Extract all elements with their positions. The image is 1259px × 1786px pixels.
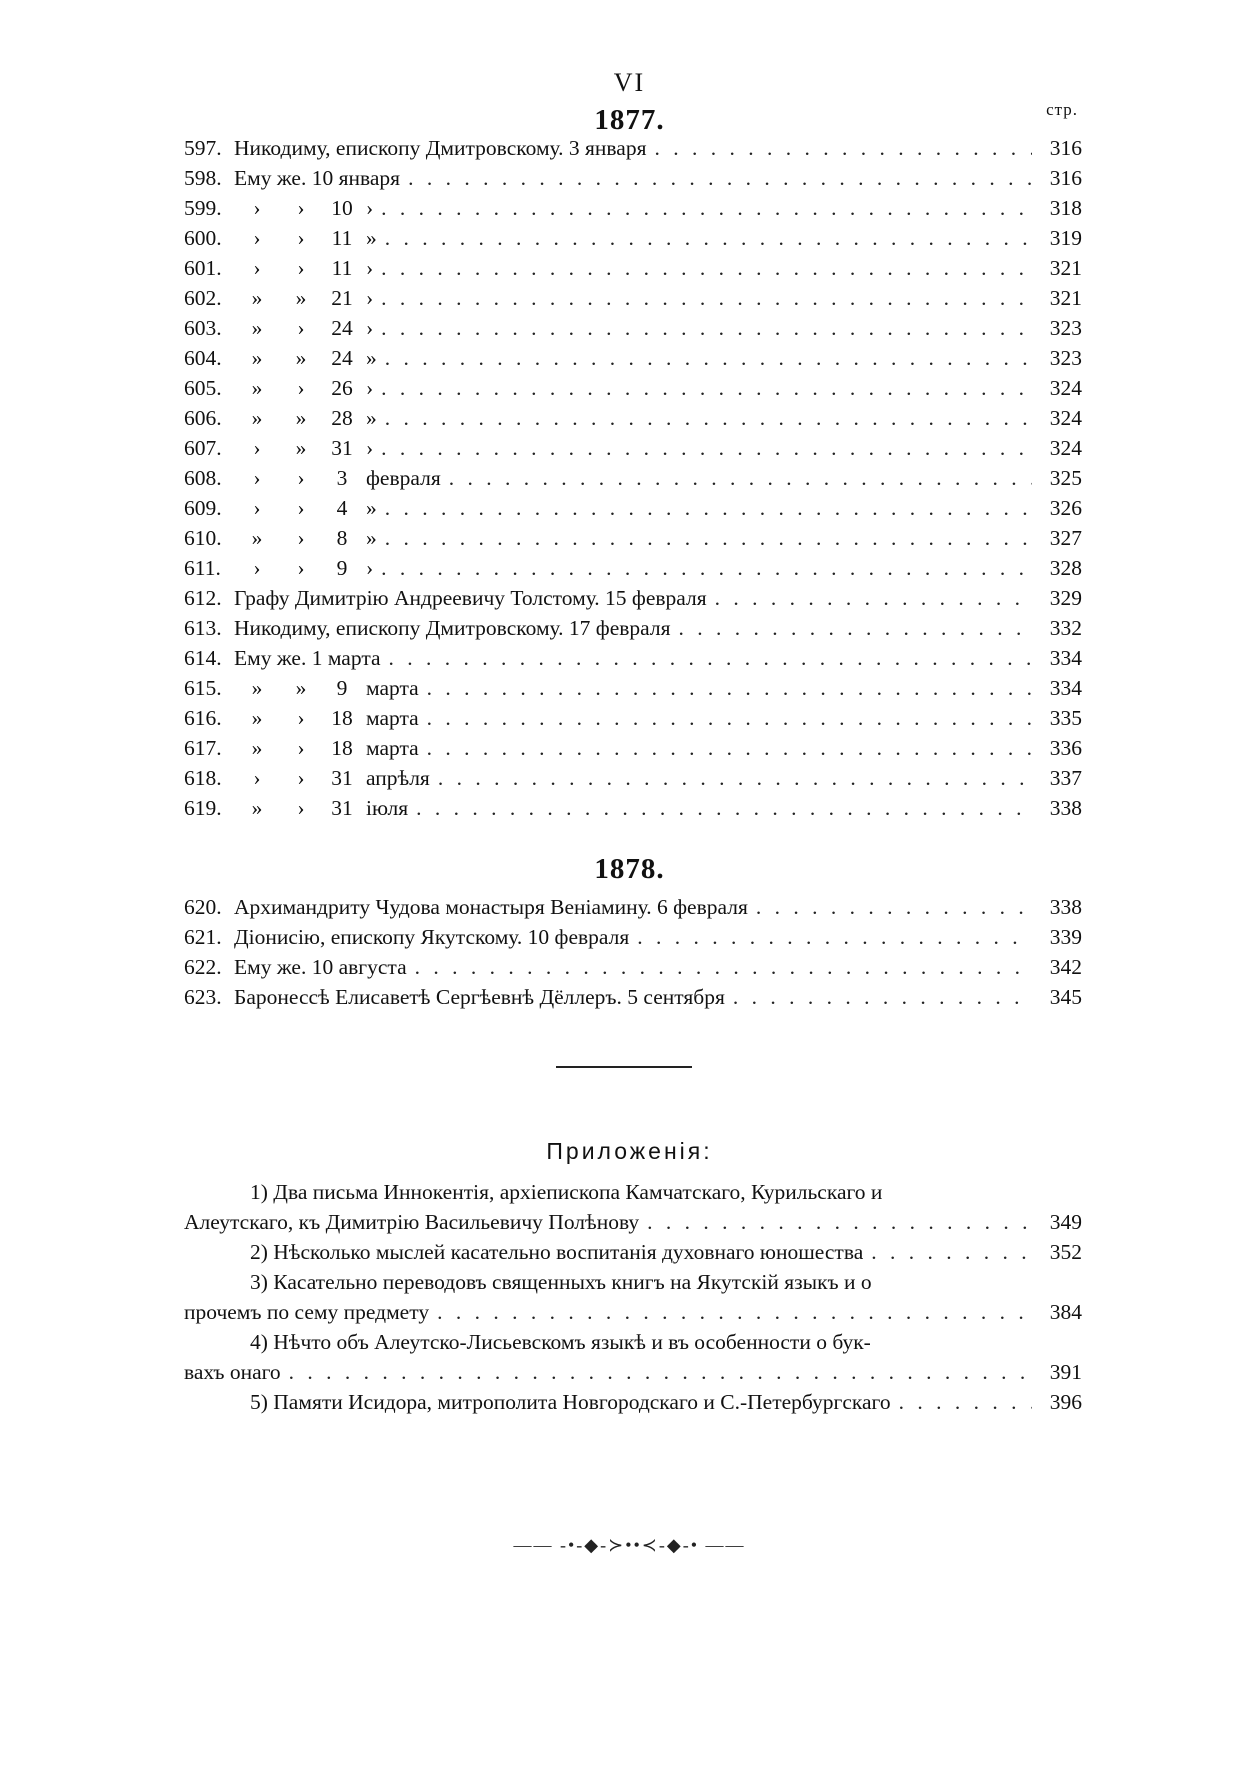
entry-number: 603. bbox=[184, 316, 222, 340]
toc-entry[interactable] bbox=[184, 646, 1082, 676]
appendix-text: вахъ онаго bbox=[184, 1360, 281, 1384]
entry-page: 321 bbox=[1032, 256, 1082, 281]
appendix-title: Приложенія: bbox=[546, 1138, 713, 1164]
leader-dots bbox=[373, 286, 1032, 311]
entry-page: 319 bbox=[1032, 226, 1082, 251]
entry-day: 24 bbox=[331, 346, 353, 370]
entry-month: › bbox=[366, 196, 374, 220]
entry-month: » bbox=[366, 346, 377, 370]
ditto-mark: » bbox=[251, 376, 263, 400]
entry-page: 326 bbox=[1032, 496, 1082, 521]
ditto-mark: › bbox=[297, 466, 305, 490]
appendix-item[interactable] bbox=[184, 1270, 1082, 1300]
appendix-item[interactable] bbox=[184, 1180, 1082, 1210]
leader-dots bbox=[748, 895, 1032, 920]
toc-entry[interactable] bbox=[184, 466, 1082, 496]
ditto-mark: » bbox=[295, 286, 307, 310]
leader-dots bbox=[639, 1210, 1032, 1235]
ditto-mark: › bbox=[297, 706, 305, 730]
appendix-page: 352 bbox=[1032, 1240, 1082, 1265]
ditto-mark: › bbox=[297, 496, 305, 520]
entry-number: 611. bbox=[184, 556, 221, 580]
entry-day: 18 bbox=[331, 736, 353, 760]
entry-month: марта bbox=[366, 676, 419, 700]
appendix-item[interactable] bbox=[184, 1330, 1082, 1360]
leader-dots bbox=[419, 676, 1032, 701]
leader-dots bbox=[430, 766, 1032, 791]
ditto-mark: › bbox=[297, 316, 305, 340]
year-heading-1878: 1878. bbox=[594, 853, 665, 885]
appendix-page: 384 bbox=[1032, 1300, 1082, 1325]
ditto-mark: › bbox=[297, 556, 305, 580]
toc-entry[interactable] bbox=[184, 736, 1082, 766]
entry-number: 607. bbox=[184, 436, 222, 460]
leader-dots bbox=[373, 196, 1032, 221]
appendix-text: 2) Нѣсколько мыслей касательно воспитанія духовнаго юношества bbox=[250, 1240, 864, 1264]
leader-dots bbox=[381, 646, 1032, 671]
entry-month: марта bbox=[366, 736, 419, 760]
ditto-mark: » bbox=[251, 676, 263, 700]
appendix-page: 349 bbox=[1032, 1210, 1082, 1235]
entry-day: 31 bbox=[331, 796, 353, 820]
ditto-mark: › bbox=[297, 526, 305, 550]
entry-page: 332 bbox=[1032, 616, 1082, 641]
ditto-mark: » bbox=[251, 346, 263, 370]
ditto-mark: » bbox=[295, 676, 307, 700]
entry-number: 604. bbox=[184, 346, 222, 370]
toc-entry[interactable] bbox=[184, 286, 1082, 316]
appendix-item[interactable] bbox=[184, 1240, 1082, 1270]
entry-day: 26 bbox=[331, 376, 353, 400]
entry-day: 11 bbox=[331, 226, 353, 250]
entry-day: 4 bbox=[336, 496, 348, 520]
toc-entry[interactable] bbox=[184, 985, 1082, 1015]
entry-page: 323 bbox=[1032, 316, 1082, 341]
leader-dots bbox=[373, 316, 1032, 341]
appendix-text: 1) Два письма Иннокентія, архіепископа Камчатскаго, Курильскаго и bbox=[250, 1180, 883, 1204]
appendix-text: 4) Нѣчто объ Алеутско-Лисьевскомъ языкѣ и въ особенности о бук- bbox=[250, 1330, 871, 1354]
leader-dots bbox=[373, 436, 1032, 461]
entry-number: 605. bbox=[184, 376, 222, 400]
entry-number: 613. bbox=[184, 616, 222, 640]
ditto-mark: › bbox=[253, 196, 261, 220]
ditto-mark: » bbox=[251, 316, 263, 340]
toc-entry[interactable] bbox=[184, 226, 1082, 256]
entry-page: 336 bbox=[1032, 736, 1082, 761]
entry-page: 334 bbox=[1032, 676, 1082, 701]
appendix-text: 5) Памяти Исидора, митрополита Новгородскаго и С.-Петербургскаго bbox=[250, 1390, 891, 1414]
entry-month: › bbox=[366, 376, 374, 400]
toc-entry[interactable] bbox=[184, 346, 1082, 376]
leader-dots bbox=[377, 496, 1032, 521]
entry-page: 335 bbox=[1032, 706, 1082, 731]
ditto-mark: › bbox=[297, 796, 305, 820]
ditto-mark: › bbox=[253, 436, 261, 460]
leader-dots bbox=[419, 706, 1032, 731]
toc-entry[interactable] bbox=[184, 556, 1082, 586]
toc-entry[interactable] bbox=[184, 895, 1082, 925]
page-number: VI bbox=[613, 68, 646, 97]
leader-dots bbox=[707, 586, 1032, 611]
entry-title: Ему же. 1 марта bbox=[234, 646, 381, 670]
toc-entry[interactable] bbox=[184, 706, 1082, 736]
toc-entry[interactable] bbox=[184, 586, 1082, 616]
entry-page: 324 bbox=[1032, 436, 1082, 461]
toc-entry[interactable] bbox=[184, 766, 1082, 796]
toc-entry[interactable] bbox=[184, 616, 1082, 646]
section-divider bbox=[556, 1066, 692, 1068]
leader-dots bbox=[863, 1240, 1032, 1265]
entry-number: 608. bbox=[184, 466, 222, 490]
entry-page: 316 bbox=[1032, 136, 1082, 161]
entry-page: 324 bbox=[1032, 376, 1082, 401]
entry-page: 329 bbox=[1032, 586, 1082, 611]
entry-page: 345 bbox=[1032, 985, 1082, 1010]
appendix-text: 3) Касательно переводовъ священныхъ книгъ на Якутскій языкъ и о bbox=[250, 1270, 872, 1294]
entry-number: 614. bbox=[184, 646, 222, 670]
toc-entry[interactable] bbox=[184, 376, 1082, 406]
leader-dots bbox=[441, 466, 1032, 491]
toc-list-1878 bbox=[184, 895, 1082, 1015]
entry-page: 324 bbox=[1032, 406, 1082, 431]
leader-dots bbox=[377, 406, 1032, 431]
entry-month: февраля bbox=[366, 466, 441, 490]
entry-month: › bbox=[366, 316, 374, 340]
ditto-mark: » bbox=[251, 406, 263, 430]
entry-title: Ему же. 10 августа bbox=[234, 955, 407, 979]
ditto-mark: › bbox=[253, 766, 261, 790]
entry-title: Никодиму, епископу Дмитровскому. 17 февраля bbox=[234, 616, 671, 640]
entry-page: 339 bbox=[1032, 925, 1082, 950]
leader-dots bbox=[891, 1390, 1032, 1415]
entry-title: Никодиму, епископу Дмитровскому. 3 января bbox=[234, 136, 647, 160]
leader-dots bbox=[377, 526, 1032, 551]
leader-dots bbox=[408, 796, 1032, 821]
entry-number: 620. bbox=[184, 895, 222, 919]
toc-entry[interactable] bbox=[184, 955, 1082, 985]
leader-dots bbox=[373, 376, 1032, 401]
toc-list-1877 bbox=[184, 136, 1082, 826]
entry-month: апрѣля bbox=[366, 766, 430, 790]
entry-day: 11 bbox=[331, 256, 353, 280]
ditto-mark: › bbox=[297, 736, 305, 760]
appendix-item[interactable] bbox=[184, 1390, 1082, 1420]
ditto-mark: » bbox=[295, 406, 307, 430]
entry-page: 318 bbox=[1032, 196, 1082, 221]
appendix-page: 391 bbox=[1032, 1360, 1082, 1385]
entry-page: 323 bbox=[1032, 346, 1082, 371]
entry-month: » bbox=[366, 406, 377, 430]
appendix-item-cont[interactable] bbox=[184, 1360, 1082, 1390]
leader-dots bbox=[629, 925, 1032, 950]
leader-dots bbox=[429, 1300, 1032, 1325]
entry-month: › bbox=[366, 286, 374, 310]
entry-month: › bbox=[366, 556, 374, 580]
entry-number: 606. bbox=[184, 406, 222, 430]
entry-title: Архимандриту Чудова монастыря Веніамину. 6 февраля bbox=[234, 895, 748, 919]
ditto-mark: » bbox=[295, 436, 307, 460]
ditto-mark: › bbox=[297, 256, 305, 280]
leader-dots bbox=[671, 616, 1033, 641]
appendix-item-cont[interactable] bbox=[184, 1210, 1082, 1240]
entry-number: 610. bbox=[184, 526, 222, 550]
entry-number: 599. bbox=[184, 196, 222, 220]
leader-dots bbox=[407, 955, 1032, 980]
entry-month: » bbox=[366, 526, 377, 550]
ditto-mark: › bbox=[253, 256, 261, 280]
toc-entry[interactable] bbox=[184, 256, 1082, 286]
ditto-mark: › bbox=[253, 496, 261, 520]
entry-title: Графу Димитрію Андреевичу Толстому. 15 февраля bbox=[234, 586, 707, 610]
appendix-item-cont[interactable] bbox=[184, 1300, 1082, 1330]
entry-day: 10 bbox=[331, 196, 353, 220]
leader-dots bbox=[377, 226, 1032, 251]
ditto-mark: › bbox=[297, 376, 305, 400]
ditto-mark: › bbox=[253, 556, 261, 580]
end-ornament: —— -•-◆-≻••≺-◆-• —— bbox=[513, 1535, 746, 1555]
entry-day: 31 bbox=[331, 766, 353, 790]
entry-number: 609. bbox=[184, 496, 222, 520]
toc-entry[interactable] bbox=[184, 436, 1082, 466]
ditto-mark: » bbox=[251, 706, 263, 730]
entry-page: 338 bbox=[1032, 895, 1082, 920]
page-column-label: стр. bbox=[1046, 100, 1078, 119]
toc-entry[interactable] bbox=[184, 925, 1082, 955]
entry-number: 621. bbox=[184, 925, 222, 949]
entry-day: 8 bbox=[336, 526, 348, 550]
entry-page: 328 bbox=[1032, 556, 1082, 581]
toc-entry[interactable] bbox=[184, 496, 1082, 526]
entry-day: 24 bbox=[331, 316, 353, 340]
entry-day: 18 bbox=[331, 706, 353, 730]
ditto-mark: › bbox=[253, 226, 261, 250]
leader-dots bbox=[281, 1360, 1032, 1385]
entry-number: 623. bbox=[184, 985, 222, 1009]
entry-number: 601. bbox=[184, 256, 222, 280]
entry-number: 618. bbox=[184, 766, 222, 790]
entry-day: 3 bbox=[336, 466, 348, 490]
entry-number: 619. bbox=[184, 796, 222, 820]
entry-number: 612. bbox=[184, 586, 222, 610]
ditto-mark: › bbox=[297, 766, 305, 790]
ditto-mark: » bbox=[251, 286, 263, 310]
entry-title: Діонисію, епископу Якутскому. 10 февраля bbox=[234, 925, 630, 949]
leader-dots bbox=[373, 256, 1032, 281]
entry-month: марта bbox=[366, 706, 419, 730]
appendix-page: 396 bbox=[1032, 1390, 1082, 1415]
toc-entry[interactable] bbox=[184, 526, 1082, 556]
entry-page: 338 bbox=[1032, 796, 1082, 821]
leader-dots bbox=[725, 985, 1032, 1010]
entry-number: 622. bbox=[184, 955, 222, 979]
entry-title: Ему же. 10 января bbox=[234, 166, 401, 190]
entry-day: 9 bbox=[336, 556, 348, 580]
entry-day: 31 bbox=[331, 436, 353, 460]
entry-page: 321 bbox=[1032, 286, 1082, 311]
ditto-mark: › bbox=[297, 196, 305, 220]
entry-day: 28 bbox=[331, 406, 353, 430]
entry-month: › bbox=[366, 436, 374, 460]
entry-day: 21 bbox=[331, 286, 353, 310]
entry-title: Баронессѣ Елисаветѣ Сергѣевнѣ Дёллеръ. 5 сентября bbox=[234, 985, 725, 1009]
toc-entry[interactable] bbox=[184, 316, 1082, 346]
leader-dots bbox=[373, 556, 1032, 581]
ditto-mark: › bbox=[253, 466, 261, 490]
entry-number: 602. bbox=[184, 286, 222, 310]
entry-number: 616. bbox=[184, 706, 222, 730]
ditto-mark: › bbox=[297, 226, 305, 250]
entry-page: 342 bbox=[1032, 955, 1082, 980]
entry-number: 598. bbox=[184, 166, 222, 190]
entry-month: › bbox=[366, 256, 374, 280]
toc-entry[interactable] bbox=[184, 406, 1082, 436]
appendix-list bbox=[184, 1180, 1082, 1420]
entry-page: 327 bbox=[1032, 526, 1082, 551]
entry-page: 337 bbox=[1032, 766, 1082, 791]
entry-number: 615. bbox=[184, 676, 222, 700]
toc-entry[interactable] bbox=[184, 196, 1082, 226]
leader-dots bbox=[419, 736, 1032, 761]
toc-entry[interactable] bbox=[184, 676, 1082, 706]
year-heading-1877: 1877. bbox=[594, 104, 665, 136]
entry-number: 600. bbox=[184, 226, 222, 250]
toc-entry[interactable] bbox=[184, 166, 1082, 196]
leader-dots bbox=[377, 346, 1032, 371]
entry-page: 316 bbox=[1032, 166, 1082, 191]
entry-day: 9 bbox=[336, 676, 348, 700]
ditto-mark: » bbox=[251, 736, 263, 760]
entry-month: » bbox=[366, 226, 377, 250]
entry-page: 325 bbox=[1032, 466, 1082, 491]
entry-month: іюля bbox=[366, 796, 409, 820]
entry-month: » bbox=[366, 496, 377, 520]
entry-page: 334 bbox=[1032, 646, 1082, 671]
ditto-mark: » bbox=[295, 346, 307, 370]
toc-entry[interactable] bbox=[184, 136, 1082, 166]
ditto-mark: » bbox=[251, 526, 263, 550]
leader-dots bbox=[400, 166, 1032, 191]
toc-entry[interactable] bbox=[184, 796, 1082, 826]
appendix-text: прочемъ по сему предмету bbox=[184, 1300, 430, 1324]
ditto-mark: » bbox=[251, 796, 263, 820]
appendix-text: Алеутскаго, къ Димитрію Васильевичу Полѣнову bbox=[184, 1210, 640, 1234]
entry-number: 617. bbox=[184, 736, 222, 760]
leader-dots bbox=[646, 136, 1032, 161]
entry-number: 597. bbox=[184, 136, 222, 160]
